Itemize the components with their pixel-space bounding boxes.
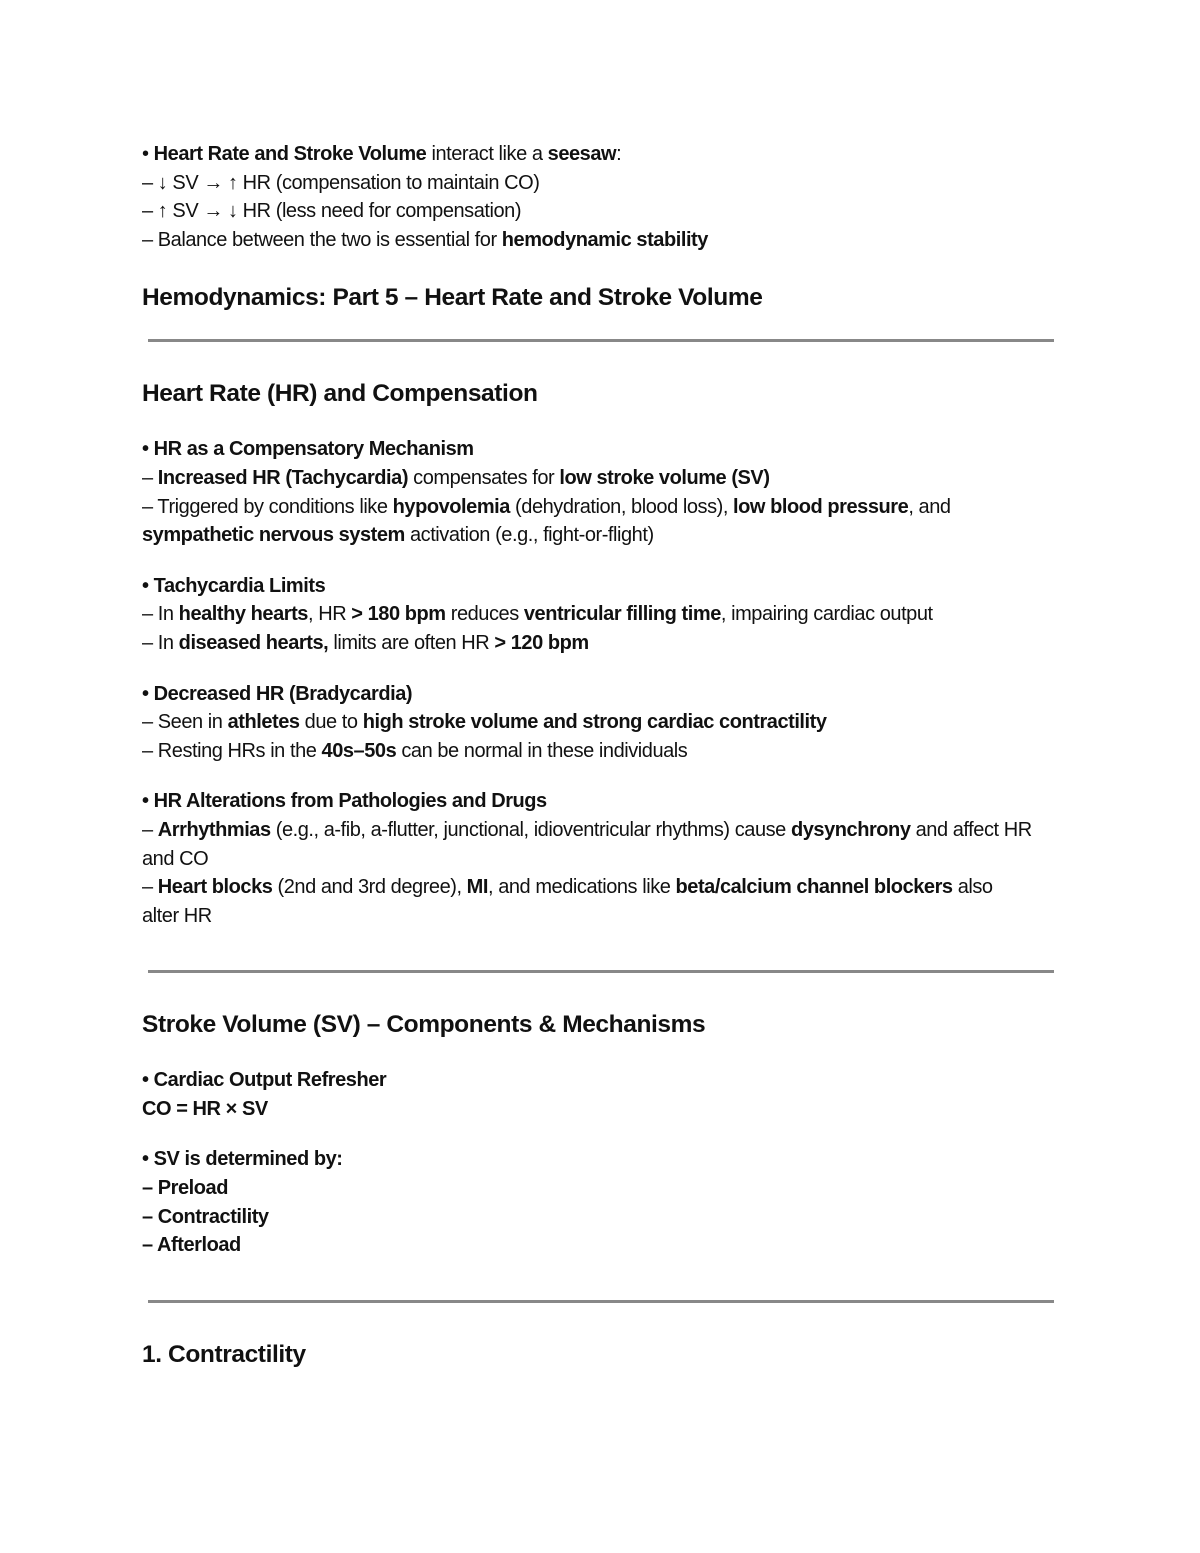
intro-line-2: – ↓ SV → ↑ HR (compensation to maintain CO) [142,171,540,194]
bullet-title: • HR as a Compensatory Mechanism [142,438,474,461]
hr-bullet-compensatory [142,435,1062,549]
bullet-title: • Tachycardia Limits [142,574,326,597]
list-item: – Contractility [142,1205,269,1228]
hr-bullet-bradycardia [142,680,1062,766]
bullet-title: • HR Alterations from Pathologies and Drugs [142,790,547,813]
document-page [142,140,1062,1370]
bullet-line: – Seen in athletes due to high stroke volume and strong cardiac contractility [142,711,827,734]
formula: CO = HR × SV [142,1097,268,1120]
divider [148,339,1054,342]
bullet-line: – Heart blocks (2nd and 3rd degree), MI, and medications like beta/calcium channel blockers also alter HR [142,876,993,927]
bullet-title: • Cardiac Output Refresher [142,1069,387,1092]
sv-bullet-refresher [142,1066,1062,1123]
bullet-line: – Increased HR (Tachycardia) compensates for low stroke volume (SV) [142,466,770,489]
intro-block [142,140,1062,254]
section-heading-contractility: 1. Contractility [142,1340,306,1368]
bullet-line: – In healthy hearts, HR > 180 bpm reduces ventricular filling time, impairing cardiac output [142,603,933,626]
section-heading-hr: Heart Rate (HR) and Compensation [142,380,538,408]
divider [148,970,1054,973]
bullet-title: • Decreased HR (Bradycardia) [142,682,413,705]
bullet-line: – In diseased hearts, limits are often HR > 120 bpm [142,631,589,654]
intro-line-1: • Heart Rate and Stroke Volume interact like a seesaw: [142,143,622,165]
hr-bullet-alterations [142,787,1062,930]
sv-bullet-determinants [142,1145,1062,1259]
intro-line-4: – Balance between the two is essential for hemodynamic stability [142,228,708,251]
hr-bullet-tachycardia-limits [142,572,1062,658]
list-item: – Afterload [142,1234,241,1257]
page-title: Hemodynamics: Part 5 – Heart Rate and Stroke Volume [142,284,763,312]
bullet-line: – Arrhythmias (e.g., a-fib, a-flutter, junctional, idioventricular rhythms) cause dysynchrony and affect HR and CO [142,818,1032,870]
intro-line-3: – ↑ SV → ↓ HR (less need for compensation) [142,200,522,223]
section-heading-sv: Stroke Volume (SV) – Components & Mechanisms [142,1011,706,1039]
divider [148,1300,1054,1303]
bullet-line: – Resting HRs in the 40s–50s can be normal in these individuals [142,739,688,762]
bullet-title: • SV is determined by: [142,1148,343,1171]
list-item: – Preload [142,1177,228,1200]
bullet-line: – Triggered by conditions like hypovolemia (dehydration, blood loss), low blood pressure, and sympathetic nervous system activation (e.g., fight-or-flight) [142,495,951,547]
